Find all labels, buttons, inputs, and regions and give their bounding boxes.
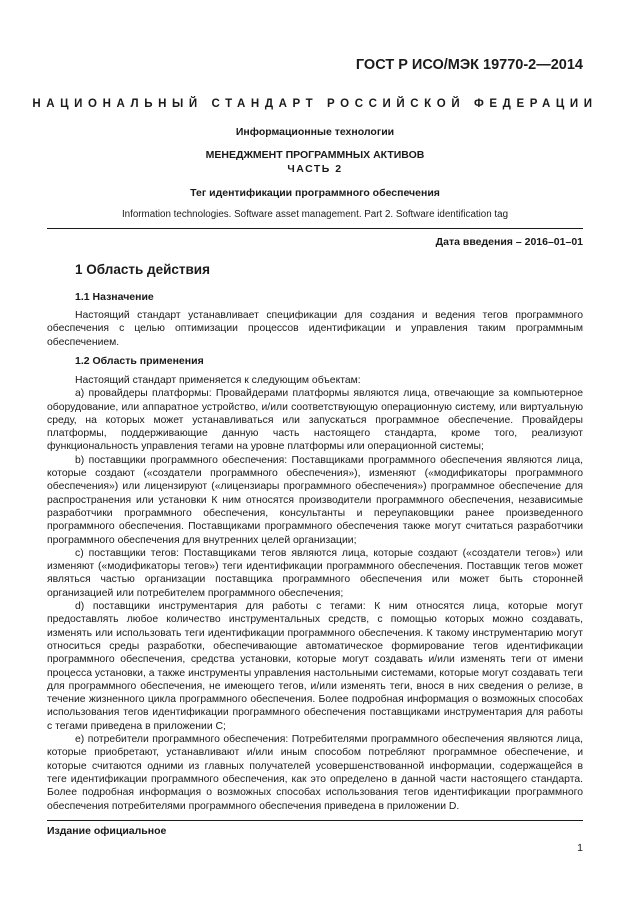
page-number: 1 <box>577 842 583 854</box>
national-standard-label: НАЦИОНАЛЬНЫЙ СТАНДАРТ РОССИЙСКОЙ ФЕДЕРАЦИИ <box>32 98 598 110</box>
english-title: Information technologies. Software asset management. Part 2. Software identification tag <box>121 209 509 220</box>
document-part-title: ЧАСТЬ 2 <box>287 163 343 175</box>
paragraph: Настоящий стандарт устанавливает спецификации для создания и ведения тегов программного обеспечения с целью оптимизации процессов идентификации и управления таким программным обеспечением. <box>47 310 583 348</box>
introduction-date: Дата введения – 2016–01–01 <box>435 236 583 248</box>
document-main-title: МЕНЕДЖМЕНТ ПРОГРАММНЫХ АКТИВОВ <box>205 149 425 161</box>
list-item-a: а) провайдеры платформы: Провайдерами платформы являются лица, отвечающие за компьютерное оборудование, или аппаратное устройство, и/или соответствующую операционную систему, или виртуальную среду, на которых может устанавливаться или запускаться программное обеспечение. Провайдеры платформы, поддерживающие данную часть настоящего стандарта, кроме того, реализуют функциональность управления тегами на уровне платформы или операционной системы; <box>47 388 583 453</box>
list-item-b: b) поставщики программного обеспечения: Поставщиками программного обеспечения являются лица, которые создают («создатели программного обеспечения»), изменяют («модификаторы программного обеспечения») или лицензируют («лицензиары программного обеспечения») программное обеспечение для распространения или установки К ним относятся производители программного обеспечения, независимые разработчики программного обеспечения, консультанты и переупаковщики ранее произведенного программного обеспечения. Поставщиками программного обеспечения также могут считаться разработчики программного обеспечения для внутренних целей организации; <box>47 454 583 546</box>
scope-text <box>47 374 583 813</box>
subsection-heading-scope: 1.2 Область применения <box>75 355 204 367</box>
header-divider <box>47 228 583 229</box>
subsection-heading-purpose: 1.1 Назначение <box>75 291 154 303</box>
footer-divider <box>47 820 583 821</box>
purpose-text <box>47 309 583 349</box>
list-item-e: e) потребители программного обеспечения: Потребителями программного обеспечения являются лица, которые приобретают, устанавливают и/или иным способом потребляют программное обеспечение, и которые считаются одними из главных получателей усовершенствованной информации, содержащейся в теге идентификации программного обеспечения, как это определено в данной части настоящего стандарта. Более подробная информация о возможных способах использования тегов идентификации программного обеспечения потребителями программного обеспечения приведена в приложении D. <box>47 734 583 812</box>
official-edition-label: Издание официальное <box>47 825 167 837</box>
document-subtitle: Информационные технологии <box>235 126 395 138</box>
paragraph: Настоящий стандарт применяется к следующим объектам: <box>75 375 361 386</box>
list-item-d: d) поставщики инструментария для работы с тегами: К ним относятся лица, которые могут предоставлять любое количество инструментальных средств, с помощью которых можно создавать, изменять или использовать теги идентификации программного обеспечения. К такому инструментарию могут относиться среды разработки, обеспечивающие автоматическое формирование тегов идентификации программного обеспечения, средства установки, которые могут создавать и/или изменять теги от имени процесса установки, а также инструменты управления настольными системами, которые могут создавать теги для программного обеспечения, не имеющего тегов, и/или изменять теги, внося в них сведения о релизе, в течение жизненного цикла программного обеспечения. Более подробная информация о возможных способах использования тегов идентификации программного обеспечения поставщиками инструментария для работы с тегами приведена в приложении C; <box>47 601 583 732</box>
section-heading: 1 Область действия <box>75 262 210 277</box>
list-item-c: c) поставщики тегов: Поставщиками тегов являются лица, которые создают («создатели тегов») или изменяют («модификаторы тегов») теги идентификации программного обеспечения. Поставщик тегов может являться частью организации поставщика программного обеспечения или может быть сторонней организацией или потребителем программного обеспечения; <box>47 547 583 599</box>
document-tag-title: Тег идентификации программного обеспечения <box>190 187 440 199</box>
document-code: ГОСТ Р ИСО/МЭК 19770-2—2014 <box>355 57 583 73</box>
